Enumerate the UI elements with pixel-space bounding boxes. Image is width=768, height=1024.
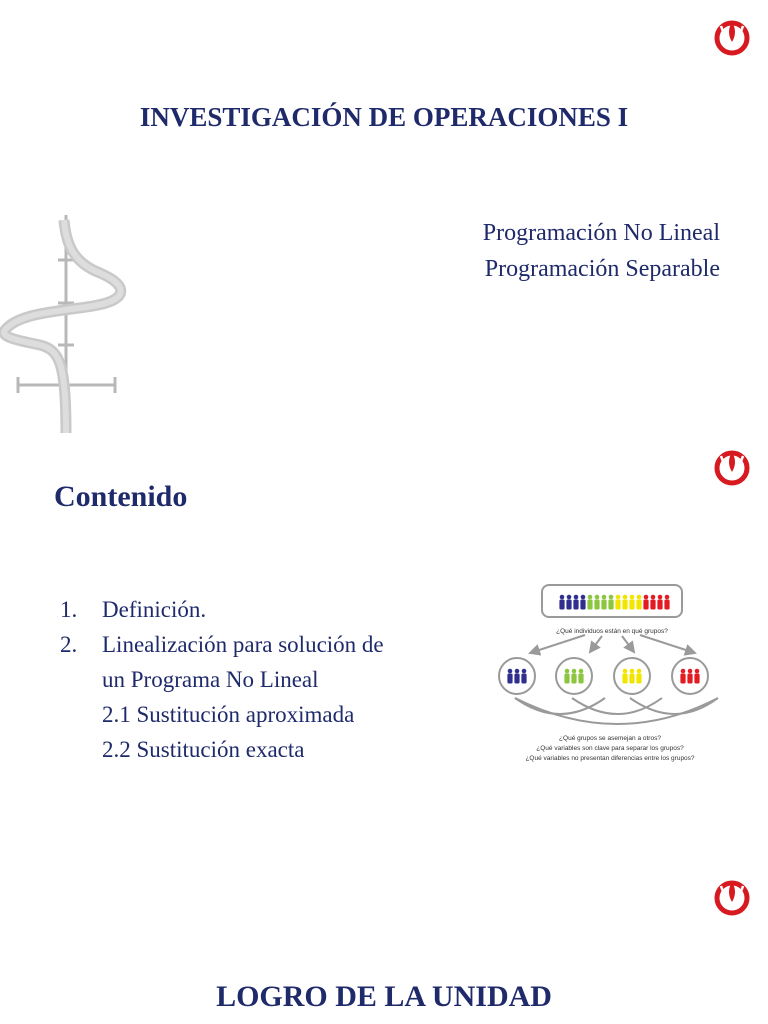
person-icon [622,669,627,684]
subtitle-line-1: Programación No Lineal [482,220,720,246]
slide-3 [0,860,768,1024]
person-icon [629,669,634,684]
list-item: un Programa No Lineal [102,667,319,692]
person-icon [687,669,692,684]
unit-goal-title: LOGRO DE LA UNIDAD [216,980,552,1013]
page-title: INVESTIGACIÓN DE OPERACIONES I [139,102,629,132]
clustering-figure [490,580,730,770]
group-circle [614,658,650,694]
group-circle [556,658,592,694]
list-item: 2. Linealización para solución de [60,632,384,657]
group-circle [672,658,708,694]
group-circle [499,658,535,694]
person-icon [608,595,613,610]
question-bottom-2: ¿Qué variables son clave para separar los grupos? [536,745,684,752]
person-icon [615,595,620,610]
person-icon [622,595,627,610]
person-icon [578,669,583,684]
question-bottom-3: ¿Qué variables no presentan diferencias entre los grupos? [525,755,695,762]
person-icon [629,595,634,610]
list-item: 2.2 Sustitución exacta [102,737,305,762]
person-icon [636,595,641,610]
question-top: ¿Qué individuos están en qué grupos? [556,628,668,635]
section-title: Contenido [54,480,188,513]
upc-logo-icon [712,878,752,918]
person-icon [564,669,569,684]
list-item: 1. Definición. [60,597,207,622]
person-icon [587,595,592,610]
person-icon [559,595,564,610]
contents-list [60,592,384,767]
person-icon [594,595,599,610]
upc-logo-icon [712,18,752,58]
person-icon [507,669,512,684]
slide-2 [0,440,768,860]
person-icon [694,669,699,684]
person-icon [580,595,585,610]
list-item: 2.1 Sustitución aproximada [102,702,355,727]
person-icon [643,595,648,610]
curve-graphic-icon [0,215,130,435]
person-icon [664,595,669,610]
person-icon [657,595,662,610]
subtitle-line-2: Programación Separable [484,256,720,282]
cluster-groups [499,658,708,694]
person-icon [601,595,606,610]
person-icon [514,669,519,684]
slide-1 [0,0,768,440]
upc-logo-icon [712,448,752,488]
person-icon [566,595,571,610]
person-icon [680,669,685,684]
person-icon [650,595,655,610]
person-icon [573,595,578,610]
person-icon [521,669,526,684]
person-icon [571,669,576,684]
question-bottom-1: ¿Qué grupos se asemejan a otros? [559,735,661,742]
person-icon [636,669,641,684]
